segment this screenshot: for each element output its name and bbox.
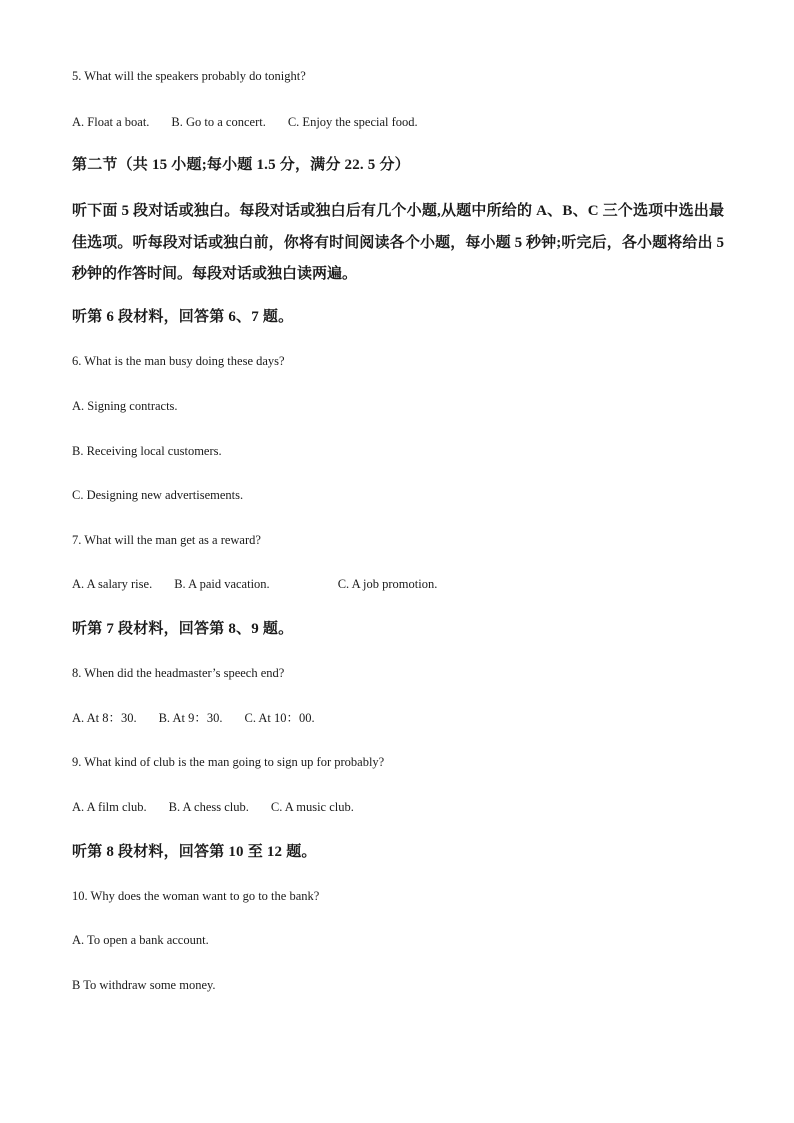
group-8-heading: 听第 8 段材料，回答第 10 至 12 题。: [72, 844, 317, 860]
question-10-option-b: B To withdraw some money.: [72, 978, 216, 992]
question-5-options: [72, 114, 418, 130]
question-7-options: [72, 576, 437, 592]
question-6-option-b: B. Receiving local customers.: [72, 444, 222, 458]
option-c: C. Enjoy the special food.: [287, 115, 418, 129]
option-a: A. Float a boat.: [72, 115, 150, 129]
option-a: A. At 8：30.: [72, 711, 137, 725]
question-8-options: [72, 710, 315, 726]
question-10-stem: 10. Why does the woman want to go to the bank?: [72, 889, 320, 903]
option-c: C. At 10：00.: [244, 711, 315, 725]
option-b: B. A paid vacation.: [174, 577, 270, 591]
option-b: B. Go to a concert.: [171, 115, 266, 129]
question-5-stem: 5. What will the speakers probably do tonight?: [72, 69, 306, 83]
option-a: A. A salary rise.: [72, 577, 153, 591]
section-instructions: 听下面 5 段对话或独白。每段对话或独白后有几个小题,从题中所给的 A、B、C 三个选项中选出最佳选项。听每段对话或独白前，你将有时间阅读各个小题，每小题 5 秒钟;听完后，各小题将给出 5 秒钟的作答时间。每段对话或独白读两遍。: [72, 203, 724, 282]
question-6-option-a: A. Signing contracts.: [72, 399, 178, 413]
group-7-heading: 听第 7 段材料，回答第 8、9 题。: [72, 621, 294, 637]
option-c: C. A job promotion.: [337, 577, 438, 591]
option-b: B. A chess club.: [168, 800, 249, 814]
question-9-options: [72, 799, 354, 815]
question-10-option-a: A. To open a bank account.: [72, 933, 209, 947]
question-9-stem: 9. What kind of club is the man going to sign up for probably?: [72, 755, 385, 769]
option-c: C. A music club.: [270, 800, 354, 814]
question-6-option-c: C. Designing new advertisements.: [72, 488, 244, 502]
section-title: 第二节（共 15 小题;每小题 1.5 分，满分 22. 5 分）: [72, 157, 410, 173]
question-7-stem: 7. What will the man get as a reward?: [72, 533, 261, 547]
option-a: A. A film club.: [72, 800, 147, 814]
question-6-stem: 6. What is the man busy doing these days?: [72, 354, 285, 368]
question-8-stem: 8. When did the headmaster’s speech end?: [72, 666, 285, 680]
option-b: B. At 9：30.: [158, 711, 223, 725]
group-6-heading: 听第 6 段材料，回答第 6、7 题。: [72, 309, 294, 325]
